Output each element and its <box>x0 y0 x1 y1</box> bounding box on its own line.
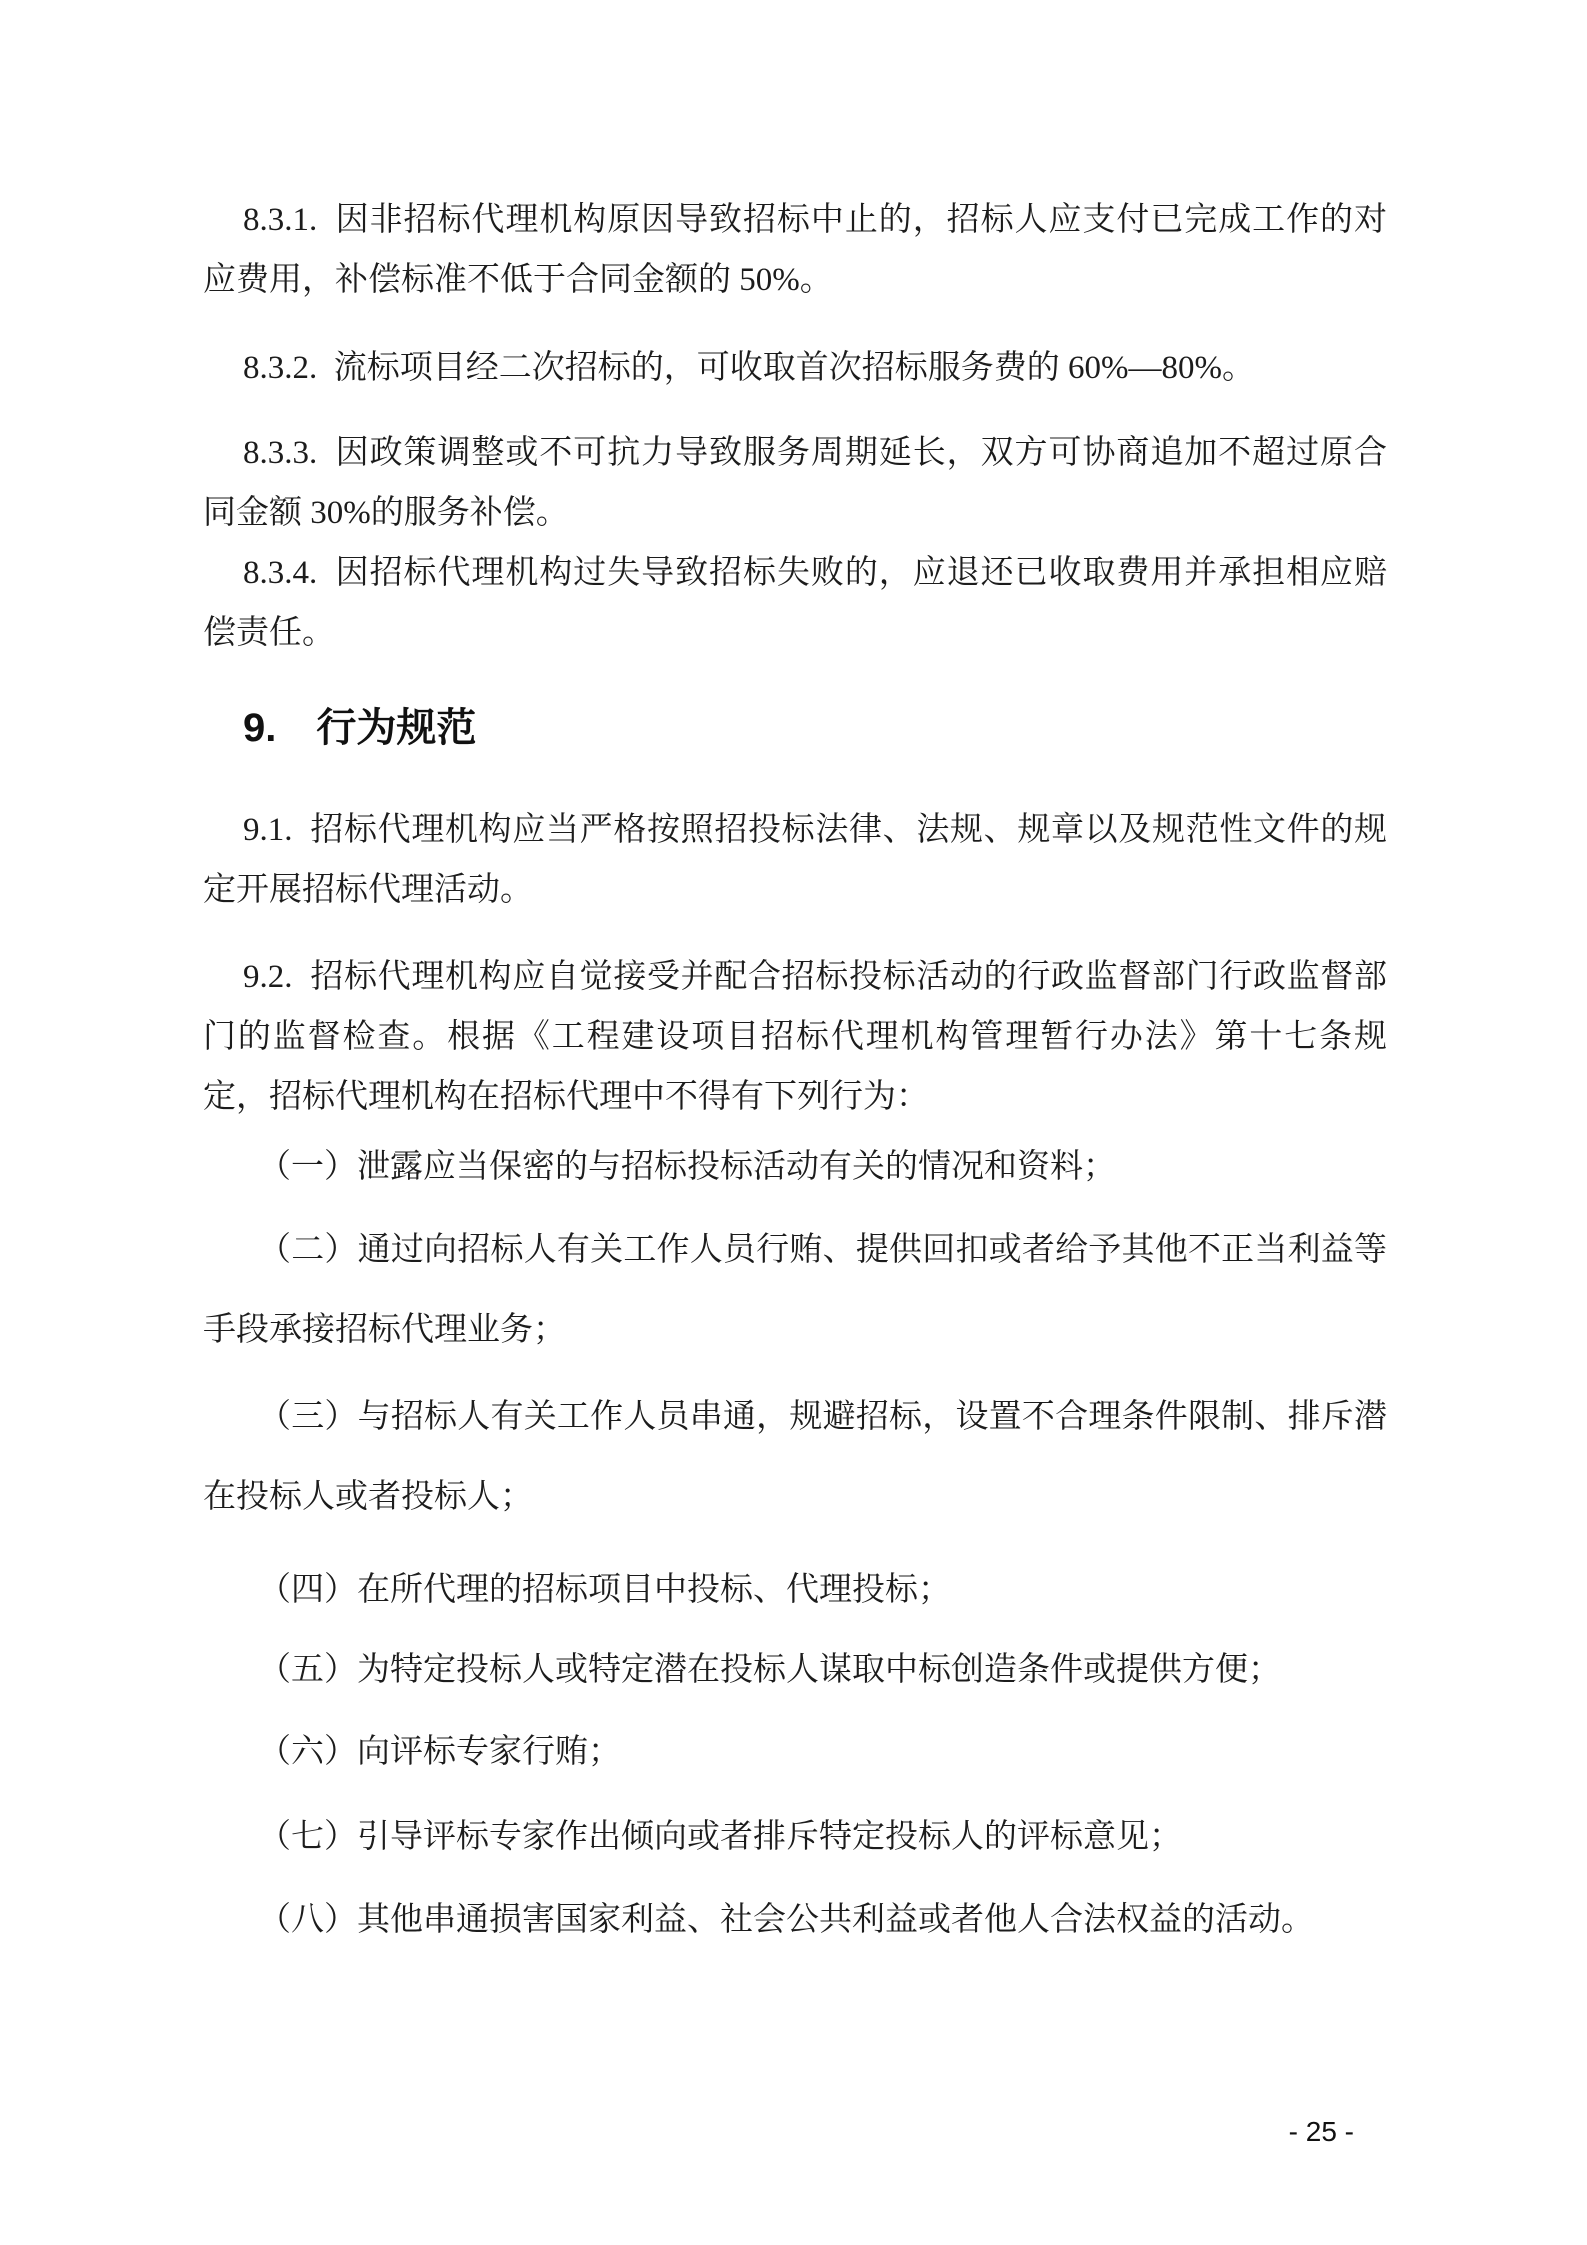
clause-9-1: 9.1. 招标代理机构应当严格按照招投标法律、法规、规章以及规范性文件的规定开展招标代理活动。 <box>203 812 1387 908</box>
list-item-3: （三）与招标人有关工作人员串通，规避招标，设置不合理条件限制、排斥潜在投标人或者投标人； <box>203 1399 1387 1515</box>
list-item-1: （一）泄露应当保密的与招标投标活动有关的情况和资料； <box>258 1149 1116 1185</box>
document-body <box>203 0 1387 1960</box>
page-number: - 25 - <box>1288 2116 1354 2147</box>
clause-8-3-4: 8.3.4. 因招标代理机构过失导致招标失败的，应退还已收取费用并承担相应赔偿责任。 <box>203 555 1387 651</box>
clause-8-3-3: 8.3.3. 因政策调整或不可抗力导致服务周期延长，双方可协商追加不超过原合同金额 30%的服务补偿。 <box>203 435 1387 531</box>
list-item-4: （四）在所代理的招标项目中投标、代理投标； <box>258 1572 951 1608</box>
clause-8-3-2: 8.3.2. 流标项目经二次招标的，可收取首次招标服务费的 60%—80%。 <box>243 350 1255 386</box>
clause-9-2: 9.2. 招标代理机构应自觉接受并配合招标投标活动的行政监督部门行政监督部门的监督检查。根据《工程建设项目招标代理机构管理暂行办法》第十七条规定，招标代理机构在招标代理中不得有下列行为： <box>203 959 1387 1115</box>
section-9-heading: 9. 行为规范 <box>243 706 477 750</box>
list-item-7: （七）引导评标专家作出倾向或者排斥特定投标人的评标意见； <box>258 1819 1182 1855</box>
list-item-5: （五）为特定投标人或特定潜在投标人谋取中标创造条件或提供方便； <box>258 1652 1281 1688</box>
list-item-2: （二）通过向招标人有关工作人员行贿、提供回扣或者给予其他不正当利益等手段承接招标代理业务； <box>203 1232 1387 1348</box>
clause-8-3-1: 8.3.1. 因非招标代理机构原因导致招标中止的，招标人应支付已完成工作的对应费用，补偿标准不低于合同金额的 50%。 <box>203 202 1387 298</box>
list-item-8: （八）其他串通损害国家利益、社会公共利益或者他人合法权益的活动。 <box>258 1902 1314 1938</box>
list-item-6: （六）向评标专家行贿； <box>258 1734 621 1770</box>
